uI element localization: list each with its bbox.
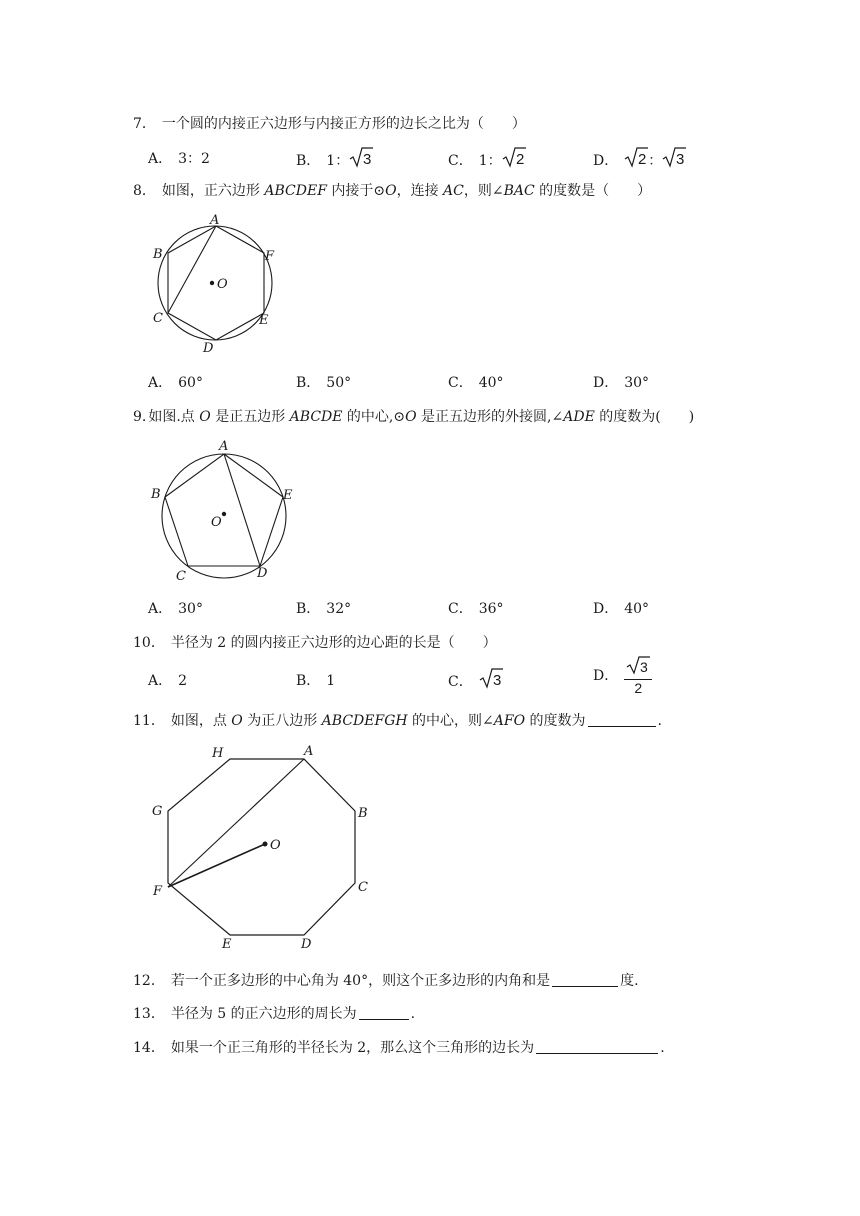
sqrt-symbol <box>662 146 686 172</box>
question-text: 的中心，则∠ <box>407 713 494 729</box>
option-a <box>148 148 210 168</box>
radicand: 3 <box>363 151 372 168</box>
question-text: . <box>657 713 662 729</box>
question-number: 9. <box>133 409 147 425</box>
label-b: B <box>153 247 163 262</box>
question-8 <box>133 180 651 200</box>
option-d <box>593 655 652 695</box>
question-12 <box>133 970 639 990</box>
question-text: ，则∠ <box>463 183 504 199</box>
angle-name: AFO <box>493 713 526 729</box>
radicand: 3 <box>492 672 502 689</box>
radicand: 3 <box>676 151 685 168</box>
segment-fo <box>168 844 265 887</box>
option-letter: A． <box>148 375 173 391</box>
sqrt-symbol <box>349 146 373 172</box>
option-d <box>593 146 686 172</box>
answer-blank[interactable] <box>536 1039 658 1054</box>
circumcircle <box>158 226 272 340</box>
option-value: 1： <box>326 153 350 169</box>
radicand: 2 <box>515 151 524 168</box>
option-letter: B． <box>296 375 321 391</box>
option-a <box>148 372 203 392</box>
center-point <box>210 281 214 285</box>
answer-blank[interactable] <box>588 712 656 727</box>
question-number: 7． <box>133 116 156 132</box>
angle-name: BAC <box>503 183 535 199</box>
question-text: 的度数为 <box>525 713 586 729</box>
polygon-name: ABCDEF <box>264 183 327 199</box>
answer-blank[interactable] <box>359 1005 409 1020</box>
question-number: 13． <box>133 1006 165 1022</box>
sqrt-symbol <box>624 146 648 172</box>
question-text: 半径为 5 的正六边形的周长为 <box>170 1006 357 1022</box>
question-text: 是正五边形 <box>210 409 290 425</box>
polygon-name: ABCDEFGH <box>321 713 408 729</box>
question-text: 如果一个正三角形的半径长为 2，那么这个三角形的边长为 <box>170 1040 535 1056</box>
option-value: 30° <box>178 601 203 617</box>
sqrt-symbol <box>479 667 503 693</box>
question-13 <box>133 1003 415 1023</box>
option-letter: A． <box>148 151 173 167</box>
label-f: F <box>265 249 275 264</box>
label-b: B <box>358 806 368 821</box>
question-text: 为正八边形 <box>242 713 322 729</box>
question-number: 14． <box>133 1040 165 1056</box>
option-value: 1 <box>326 673 336 689</box>
option-letter: D． <box>593 375 619 391</box>
label-c: C <box>358 880 368 895</box>
point-name: O <box>231 713 243 729</box>
option-d <box>593 598 649 618</box>
octagon-figure <box>148 740 383 955</box>
option-letter: C． <box>448 601 473 617</box>
segment-name: AC <box>443 183 464 199</box>
center-point <box>222 512 226 516</box>
option-b <box>296 372 351 392</box>
sqrt-symbol <box>502 146 526 172</box>
label-a: A <box>304 744 314 759</box>
option-value: 50° <box>326 375 352 391</box>
question-text: 若一个正多边形的中心角为 40°，则这个正多边形的内角和是 <box>170 973 551 989</box>
label-f: F <box>153 884 163 899</box>
label-a: A <box>219 439 229 454</box>
question-text: 如图，正六边形 <box>161 183 265 199</box>
question-text: 的度数是（ ） <box>534 183 652 199</box>
option-letter: C． <box>448 375 473 391</box>
option-a <box>148 670 187 690</box>
option-d <box>593 372 649 392</box>
question-text: 的度数为( ) <box>594 409 695 425</box>
question-text: 内接于⊙ <box>326 183 386 199</box>
option-letter: B． <box>296 153 321 169</box>
question-text: 的中心,⊙ <box>342 409 406 425</box>
question-number: 8． <box>133 183 156 199</box>
question-text: . <box>410 1006 416 1022</box>
point-name: O <box>199 409 211 425</box>
option-letter: A． <box>148 601 173 617</box>
question-text: ，连接 <box>396 183 444 199</box>
label-c: C <box>153 311 163 326</box>
question-7 <box>133 113 526 133</box>
option-value: 36° <box>478 601 504 617</box>
label-g: G <box>152 804 163 819</box>
option-letter: B． <box>296 601 321 617</box>
label-d: D <box>203 341 214 356</box>
option-b <box>296 146 373 172</box>
label-o: O <box>217 277 228 292</box>
option-value: 3：2 <box>178 151 210 167</box>
option-b <box>296 598 351 618</box>
ratio-separator: ： <box>648 153 663 169</box>
question-text: . <box>660 1040 665 1056</box>
question-number: 12． <box>133 973 165 989</box>
option-c <box>448 146 526 172</box>
question-11 <box>133 710 662 730</box>
circle-name: O <box>405 409 417 425</box>
hexagon <box>168 226 264 340</box>
pentagon-figure <box>145 436 305 586</box>
option-b <box>296 670 335 690</box>
fraction <box>624 655 652 695</box>
label-d: D <box>257 566 268 581</box>
pentagon <box>165 454 283 566</box>
angle-name: ADE <box>563 409 595 425</box>
question-text: 一个圆的内接正六边形与内接正方形的边长之比为（ ） <box>161 116 526 132</box>
answer-blank[interactable] <box>552 972 618 987</box>
option-letter: D． <box>593 153 619 169</box>
label-d: D <box>301 937 312 952</box>
label-a: A <box>210 213 220 228</box>
sqrt-symbol <box>626 655 650 678</box>
option-c <box>448 667 503 693</box>
label-o: O <box>270 838 281 853</box>
octagon <box>168 759 355 935</box>
question-text: 是正五边形的外接圆,∠ <box>416 409 564 425</box>
question-text: 如图，点 <box>170 713 232 729</box>
radicand: 2 <box>638 151 647 168</box>
label-e: E <box>283 488 293 503</box>
option-letter: A． <box>148 673 173 689</box>
option-letter: D． <box>593 601 619 617</box>
polygon-name: ABCDE <box>289 409 343 425</box>
question-text: 半径为 2 的圆内接正六边形的边心距的长是（ ） <box>170 635 497 651</box>
label-e: E <box>222 937 232 952</box>
option-value: 40° <box>478 375 504 391</box>
radicand: 3 <box>640 659 649 675</box>
option-letter: C． <box>448 153 473 169</box>
label-e: E <box>259 313 269 328</box>
question-text: 如图.点 <box>148 409 200 425</box>
question-number: 11． <box>133 713 165 729</box>
option-value: 1： <box>478 153 502 169</box>
option-letter: C． <box>448 674 473 690</box>
option-value: 32° <box>326 601 352 617</box>
option-letter: D． <box>593 668 619 684</box>
center-point <box>263 842 268 847</box>
option-value: 30° <box>624 375 650 391</box>
label-o: O <box>211 515 222 530</box>
question-10 <box>133 632 497 652</box>
label-b: B <box>151 487 161 502</box>
option-c <box>448 372 504 392</box>
segment-af <box>168 759 304 887</box>
segment-ad <box>224 454 260 566</box>
option-value: 40° <box>624 601 650 617</box>
question-14 <box>133 1037 665 1057</box>
option-a <box>148 598 203 618</box>
hexagon-figure <box>145 212 285 357</box>
denominator: 2 <box>634 680 643 696</box>
option-value: 2 <box>178 673 188 689</box>
option-letter: B． <box>296 673 321 689</box>
option-value: 60° <box>178 375 203 391</box>
question-9 <box>133 406 694 426</box>
circle-name: O <box>385 183 397 199</box>
question-number: 10． <box>133 635 165 651</box>
label-c: C <box>176 569 186 584</box>
option-c <box>448 598 504 618</box>
label-h: H <box>212 746 224 761</box>
question-text: 度. <box>620 973 639 989</box>
